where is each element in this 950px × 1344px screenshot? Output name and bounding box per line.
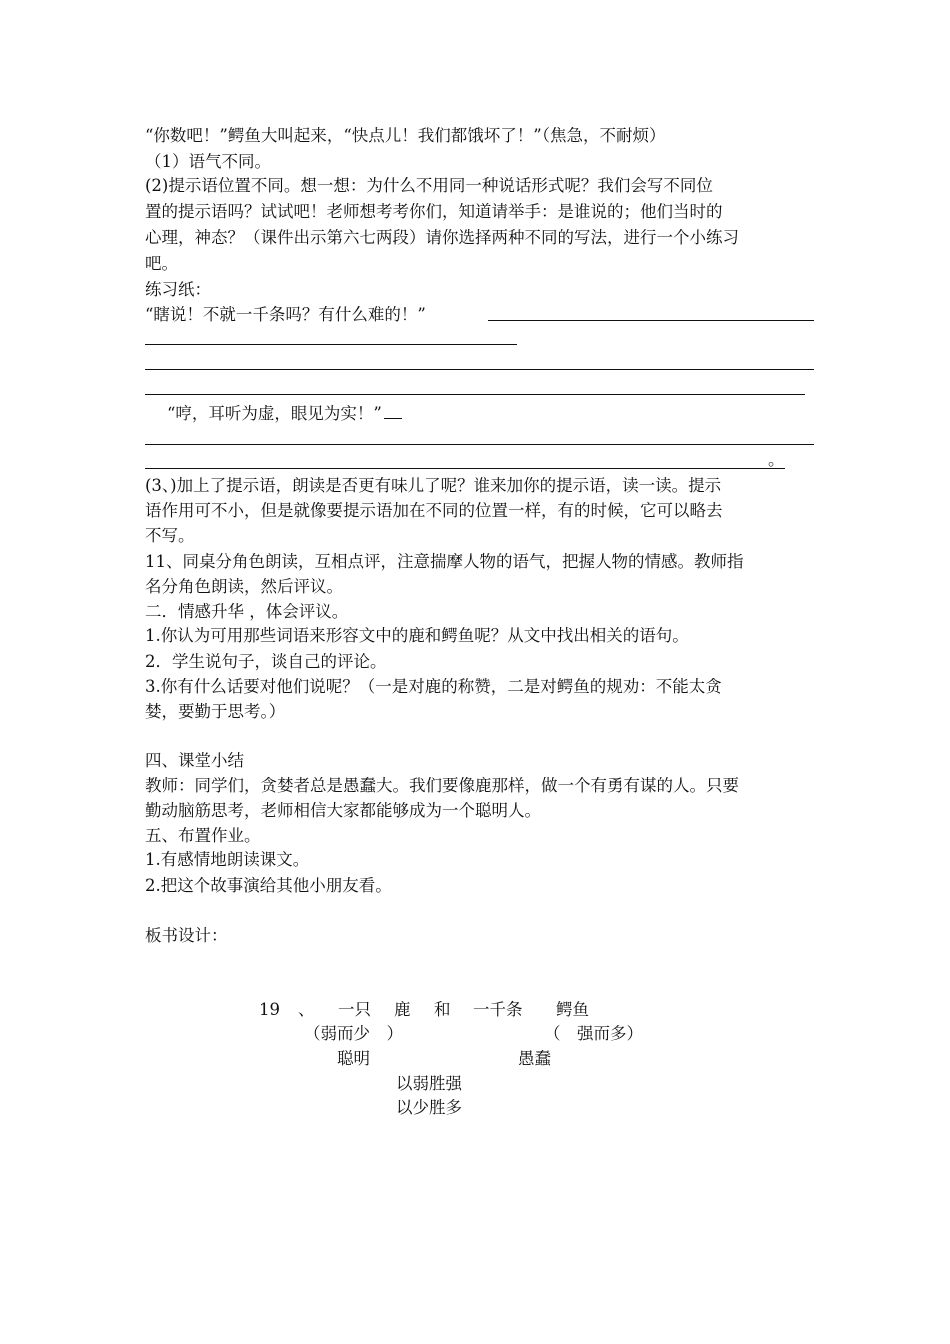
section-heading: 五、布置作业。 — [145, 826, 261, 845]
board-word: 和 — [434, 1000, 451, 1019]
text-line: “你数吧！”鳄鱼大叫起来，“快点儿！我们都饿坏了！”（焦急，不耐烦） — [145, 126, 666, 145]
answer-blank-line — [145, 394, 805, 395]
board-crocodile-trait: （ 强而多） — [544, 1024, 643, 1043]
answer-blank-line — [145, 344, 517, 345]
section-heading: 四、课堂小结 — [145, 751, 244, 770]
text-line: 2.把这个故事演给其他小朋友看。 — [145, 876, 392, 895]
text-line: 名分角色朗读，然后评议。 — [145, 577, 343, 596]
answer-blank-line — [145, 369, 814, 370]
answer-blank-line — [145, 468, 785, 469]
answer-blank-short — [384, 402, 402, 419]
exercise-prompt-2 — [167, 402, 402, 426]
text-line: 语作用可不小，但是就像要提示语加在不同的位置一样，有的时候，它可以略去 — [145, 501, 723, 520]
text-line: 教师：同学们，贪婪者总是愚蠢大。我们要像鹿那样，做一个有勇有谋的人。只要 — [145, 776, 739, 795]
board-conclusion: 以少胜多 — [396, 1098, 462, 1117]
text-line: 心理，神态？（课件出示第六七两段）请你选择两种不同的写法，进行一个小练习 — [145, 228, 739, 247]
board-word: 鹿 — [394, 1000, 411, 1019]
text-line: 1.有感情地朗读课文。 — [145, 850, 310, 869]
text-line: 练习纸： — [145, 280, 211, 299]
text-line: （1）语气不同。 — [145, 152, 271, 171]
text-line: 婪，要勤于思考。） — [145, 702, 286, 721]
board-design-heading: 板书设计： — [145, 926, 228, 945]
board-crocodile-quality: 愚蠢 — [518, 1049, 551, 1068]
text-line: (2)提示语位置不同。想一想：为什么不用同一种说话形式呢？我们会写不同位 — [145, 176, 713, 195]
text-line: 11、同桌分角色朗读，互相点评，注意揣摩人物的语气，把握人物的情感。教师指 — [145, 552, 744, 571]
line-end-period: 。 — [768, 450, 785, 469]
board-word: 一只 — [338, 1000, 371, 1019]
board-separator: 、 — [298, 1000, 315, 1019]
board-word: 鳄鱼 — [556, 1000, 589, 1019]
text-line: 不写。 — [145, 526, 195, 545]
board-deer-quality: 聪明 — [337, 1049, 370, 1068]
board-deer-trait: （弱而少 ） — [304, 1024, 403, 1043]
text-line: 置的提示语吗？试试吧！老师想考考你们，知道请举手：是谁说的；他们当时的 — [145, 202, 723, 221]
text-line: 吧。 — [145, 254, 178, 273]
exercise-prompt-1: “瞎说！不就一千条吗？有什么难的！” — [145, 305, 426, 324]
board-word: 一千条 — [473, 1000, 523, 1019]
answer-blank-line — [145, 444, 814, 445]
exercise-prompt-2-text: “哼，耳听为虚，眼见为实！” — [167, 404, 382, 423]
text-line: 2．学生说句子，谈自己的评论。 — [145, 652, 387, 671]
text-line: (3、)加上了提示语，朗读是否更有味儿了呢？谁来加你的提示语，读一读。提示 — [145, 476, 722, 495]
text-line: 3.你有什么话要对他们说呢？（一是对鹿的称赞，二是对鳄鱼的规劝：不能太贪 — [145, 677, 722, 696]
section-heading: 二．情感升华 ，体会评议。 — [145, 602, 349, 621]
board-lesson-number: 19 — [259, 1000, 280, 1019]
answer-blank-line — [488, 320, 814, 321]
board-conclusion: 以弱胜强 — [396, 1074, 462, 1093]
text-line: 1.你认为可用那些词语来形容文中的鹿和鳄鱼呢？从文中找出相关的语句。 — [145, 626, 689, 645]
text-line: 勤动脑筋思考，老师相信大家都能够成为一个聪明人。 — [145, 801, 541, 820]
